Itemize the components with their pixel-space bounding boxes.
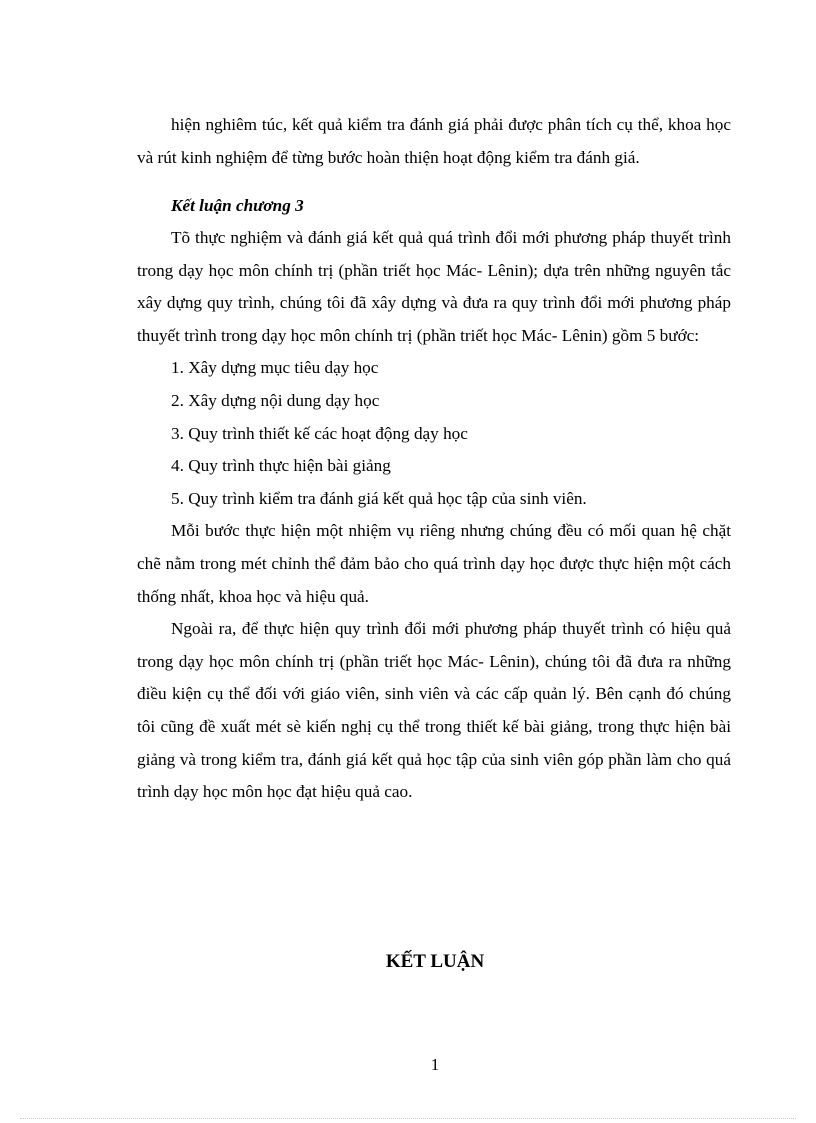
paragraph-1: Tõ thực nghiệm và đánh giá kết quả quá trình đổi mới phương pháp thuyết trình trong dạy học môn chính trị (phần triết học Mác- Lênin); dựa trên những nguyên tắc xây dựng quy trình, chúng tôi đã xây dựng và đưa ra quy trình đổi mới phương pháp thuyết trình trong dạy học môn chính trị (phần triết học Mác- Lênin) gồm 5 bước:	[137, 228, 731, 345]
page-bottom-divider	[20, 1118, 796, 1119]
step-item: 2. Xây dựng nội dung dạy học	[171, 390, 380, 410]
intro-paragraph: hiện nghiêm túc, kết quả kiểm tra đánh giá phải được phân tích cụ thể, khoa học và rút kinh nghiệm để từng bước hoàn thiện hoạt động kiểm tra đánh giá.	[137, 115, 731, 167]
paragraph-3: Ngoài ra, để thực hiện quy trình đổi mới phương pháp thuyết trình có hiệu quả trong dạy học môn chính trị (phần triết học Mác- Lênin), chúng tôi đã đưa ra những điều kiện cụ thể đối với giáo viên, sinh viên và các cấp quản lý. Bên cạnh đó chúng tôi cũng đề xuất mét sè kiến nghị cụ thể trong thiết kế bài giảng, trong thực hiện bài giảng và trong kiểm tra, đánh giá kết quả học tập của sinh viên góp phần làm cho quá trình dạy học môn học đạt hiệu quả cao.	[137, 619, 731, 802]
page-number: 1	[430, 1055, 440, 1074]
step-item: 4. Quy trình thực hiện bài giảng	[171, 456, 391, 476]
step-item: 3. Quy trình thiết kế các hoạt động dạy học	[171, 423, 468, 443]
paragraph-2: Mỗi bước thực hiện một nhiệm vụ riêng nhưng chúng đều có mối quan hệ chặt chẽ nằm trong mét chỉnh thể đảm bảo cho quá trình dạy học được thực hiện một cách thống nhất, khoa học và hiệu quả.	[137, 521, 731, 606]
step-item: 5. Quy trình kiểm tra đánh giá kết quả học tập của sinh viên.	[171, 488, 587, 508]
step-item: 1. Xây dựng mục tiêu dạy học	[171, 358, 379, 378]
section-heading: Kết luận chương 3	[171, 196, 304, 215]
chapter-conclusion-body	[137, 222, 731, 809]
conclusion-title: KẾT LUẬN	[385, 951, 485, 972]
steps-list	[137, 352, 731, 515]
